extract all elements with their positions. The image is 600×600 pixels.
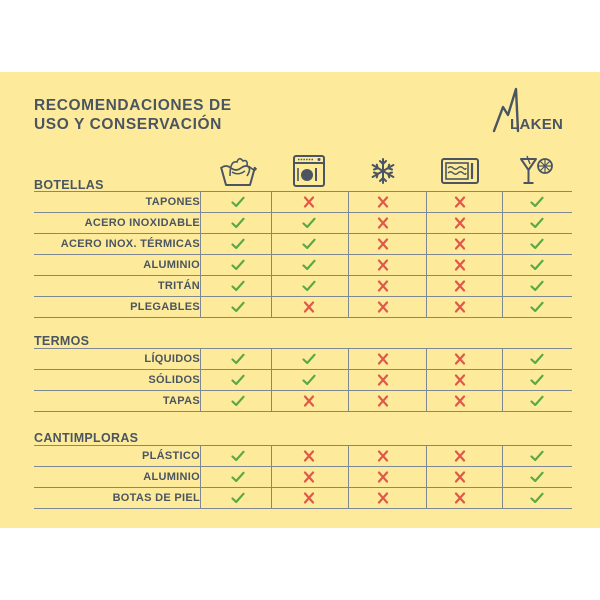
column-divider	[200, 348, 201, 411]
check-icon	[302, 353, 316, 365]
check-icon	[530, 196, 544, 208]
cross-icon	[376, 280, 390, 292]
cross-icon	[453, 353, 467, 365]
column-divider	[348, 348, 349, 411]
column-divider	[426, 348, 427, 411]
column-divider	[502, 445, 503, 508]
cross-icon	[302, 395, 316, 407]
cross-icon	[453, 196, 467, 208]
column-divider	[502, 348, 503, 411]
column-divider	[271, 348, 272, 411]
section-title: TERMOS	[34, 334, 90, 348]
row-label: SÓLIDOS	[148, 374, 200, 386]
drinks-icon	[516, 154, 558, 188]
check-icon	[530, 217, 544, 229]
hand-wash-icon	[217, 154, 259, 188]
cross-icon	[302, 301, 316, 313]
cross-icon	[453, 395, 467, 407]
cross-icon	[376, 395, 390, 407]
row-divider	[34, 317, 572, 318]
row-label: LÍQUIDOS	[144, 353, 200, 365]
check-icon	[530, 471, 544, 483]
cross-icon	[376, 492, 390, 504]
column-divider	[200, 445, 201, 508]
column-divider	[426, 191, 427, 317]
check-icon	[302, 259, 316, 271]
cross-icon	[376, 301, 390, 313]
section-title: CANTIMPLORAS	[34, 431, 139, 445]
cross-icon	[376, 471, 390, 483]
section-title: BOTELLAS	[34, 178, 104, 192]
check-icon	[231, 280, 245, 292]
cross-icon	[453, 450, 467, 462]
column-divider	[200, 191, 201, 317]
dishwasher-icon	[288, 154, 330, 188]
row-label: PLEGABLES	[130, 301, 200, 313]
microwave-icon	[439, 154, 481, 188]
check-icon	[231, 492, 245, 504]
title-line-2: USO Y CONSERVACIÓN	[34, 116, 222, 133]
cross-icon	[453, 217, 467, 229]
check-icon	[231, 217, 245, 229]
cross-icon	[376, 450, 390, 462]
column-divider	[348, 445, 349, 508]
check-icon	[530, 492, 544, 504]
row-divider	[34, 411, 572, 412]
cross-icon	[302, 471, 316, 483]
cross-icon	[453, 301, 467, 313]
cross-icon	[453, 471, 467, 483]
row-label: ALUMINIO	[143, 471, 200, 483]
cross-icon	[376, 196, 390, 208]
check-icon	[302, 374, 316, 386]
check-icon	[231, 353, 245, 365]
row-label: ACERO INOXIDABLE	[84, 217, 200, 229]
check-icon	[231, 301, 245, 313]
check-icon	[231, 450, 245, 462]
row-label: PLÁSTICO	[141, 450, 200, 462]
check-icon	[530, 259, 544, 271]
column-divider	[271, 445, 272, 508]
title-line-1: RECOMENDACIONES DE	[34, 97, 232, 114]
row-divider	[34, 508, 572, 509]
row-label: ALUMINIO	[143, 259, 200, 271]
row-label: TAPONES	[145, 196, 200, 208]
brand-name: LAKEN	[510, 116, 564, 133]
check-icon	[302, 217, 316, 229]
laken-logo	[490, 85, 570, 133]
check-icon	[530, 395, 544, 407]
check-icon	[231, 196, 245, 208]
check-icon	[530, 280, 544, 292]
freezer-icon	[362, 154, 404, 188]
row-label: TAPAS	[162, 395, 200, 407]
cross-icon	[453, 238, 467, 250]
row-label: ACERO INOX. TÉRMICAS	[60, 238, 200, 250]
check-icon	[530, 450, 544, 462]
cross-icon	[453, 280, 467, 292]
page-title	[34, 96, 232, 134]
column-divider	[271, 191, 272, 317]
check-icon	[231, 374, 245, 386]
check-icon	[231, 238, 245, 250]
check-icon	[530, 238, 544, 250]
cross-icon	[302, 492, 316, 504]
check-icon	[231, 471, 245, 483]
cross-icon	[376, 374, 390, 386]
column-divider	[426, 445, 427, 508]
check-icon	[302, 238, 316, 250]
check-icon	[231, 259, 245, 271]
check-icon	[530, 353, 544, 365]
cross-icon	[302, 196, 316, 208]
column-divider	[348, 191, 349, 317]
check-icon	[231, 395, 245, 407]
cross-icon	[376, 353, 390, 365]
check-icon	[530, 301, 544, 313]
cross-icon	[302, 450, 316, 462]
recommendations-card	[0, 72, 600, 528]
cross-icon	[453, 492, 467, 504]
row-label: TRITÁN	[157, 280, 200, 292]
cross-icon	[376, 238, 390, 250]
cross-icon	[453, 259, 467, 271]
cross-icon	[376, 259, 390, 271]
check-icon	[530, 374, 544, 386]
check-icon	[302, 280, 316, 292]
cross-icon	[453, 374, 467, 386]
column-divider	[502, 191, 503, 317]
cross-icon	[376, 217, 390, 229]
row-label: BOTAS DE PIEL	[112, 492, 200, 504]
